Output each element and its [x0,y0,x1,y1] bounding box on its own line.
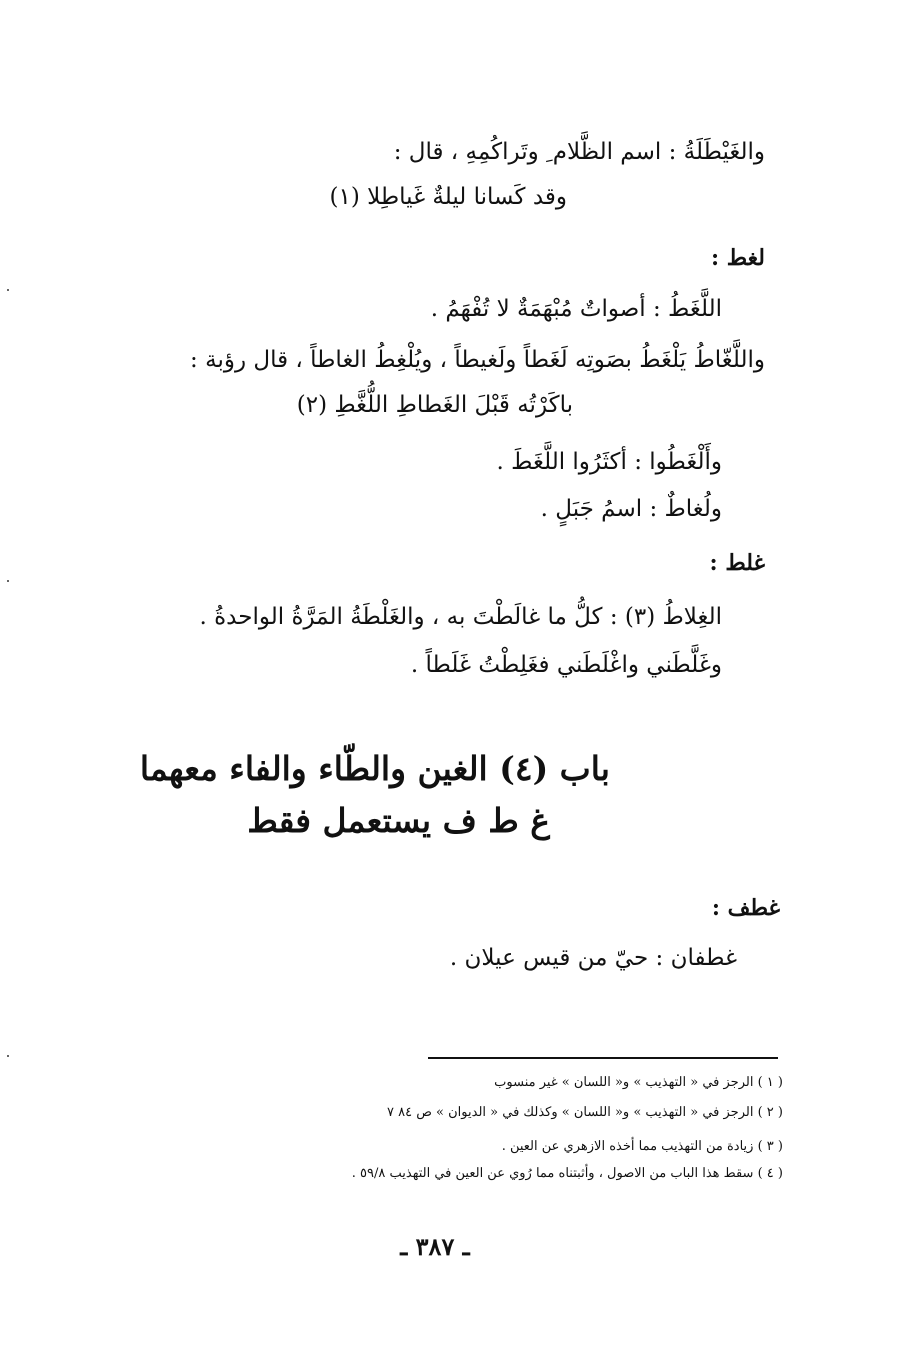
footnote: ( ١ ) الرجز في « التهذيب » و« اللسان » غير منسوب [494,1075,783,1090]
chapter-title-line2: غ ط ف يستعمل فقط [247,801,550,840]
scan-speck [7,1055,9,1057]
text-line: ولُغاطٌ : اسمُ جَبَلٍ . [540,496,722,522]
text-line: وأَلْغَطُوا : أكثَرُوا اللَّغَطَ . [496,449,722,475]
text-line: وغَلَّطَني واغْلَطَني فغَلِطْتُ غَلَطاً . [410,652,722,678]
footnote: ( ٣ ) زيادة من التهذيب مما أخذه الازهري عن العين . [501,1139,783,1154]
text-line: اللَّغَطُ : أصواتٌ مُبْهَمَةٌ لا تُفْهَمُ . [430,296,722,322]
chapter-title-line1: باب (٤) الغين والطّاء والفاء معهما [139,749,610,788]
footnote: ( ٤ ) سقط هذا الباب من الاصول ، وأثبتناه مما رُوي عن العين في التهذيب ٥٩/٨ . [351,1166,783,1181]
headword-ghataf: غطف : [711,895,780,921]
verse-line: وقد كَسانا ليلةٌ غَياطِلا (١) [329,184,567,210]
page-number: ـ ٣٨٧ ـ [400,1232,470,1261]
text-line: والغَيْطَلَةُ : اسم الظَّلام ِ وتَراكُمِهِ ، قال : [393,139,765,165]
scan-speck [7,580,9,582]
headword-ghalat: غلط : [709,550,765,576]
scan-speck [7,289,9,291]
text-line: الغِلاطُ (٣) : كلُّ ما غالَطْتَ به ، والغَلْطَةُ المَرَّةُ الواحدةُ . [199,604,722,630]
text-line: واللَّغّاطُ يَلْغَطُ بصَوتِه لَغَطاً ولَغيطاً ، ويُلْغِطُ الغاطاً ، قال رؤبة : [190,347,765,373]
headword-laghat: لغط : [711,245,765,271]
text-line: غطفان : حيّ من قيس عيلان . [449,945,737,971]
footnote-divider [428,1057,778,1059]
verse-line: باكَرْتُه قَبْلَ الغَطاطِ اللُّغَّطِ (٢) [296,392,573,418]
footnote: ( ٢ ) الرجز في « التهذيب » و« اللسان » وكذلك في « الديوان » ص ٨٤ ٧ [386,1105,783,1120]
